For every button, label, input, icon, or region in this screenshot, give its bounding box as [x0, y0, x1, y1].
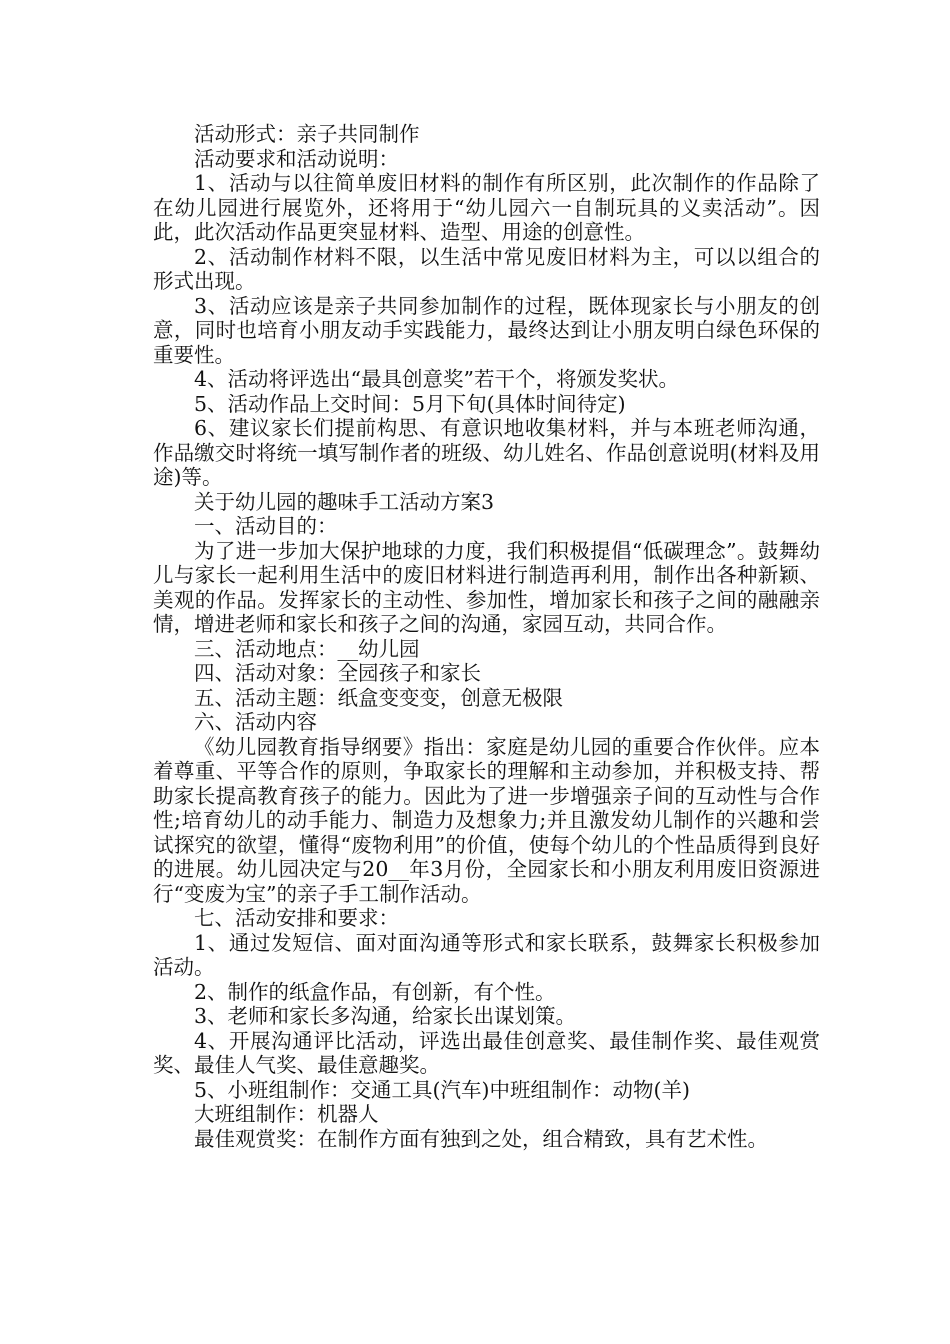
paragraph-requirement-6: 6、建议家长们提前构思、有意识地收集材料，并与本班老师沟通，作品缴交时将统一填写制作者的班级、幼儿姓名、作品创意说明(材料及用途)等。 [153, 416, 820, 489]
paragraph-senior-class: 大班组制作：机器人 [194, 1102, 379, 1126]
paragraph-activity-form: 活动形式：亲子共同制作 [194, 122, 420, 146]
paragraph-arrangement-2: 2、制作的纸盒作品，有创新，有个性。 [194, 979, 556, 1004]
paragraph-requirements-heading: 活动要求和活动说明： [194, 146, 399, 171]
paragraph-arrangement-4: 4、开展沟通评比活动，评选出最佳创意奖、最佳制作奖、最佳观赏奖、最佳人气奖、最佳意趣奖。 [153, 1028, 820, 1077]
heading-arrangements: 七、活动安排和要求： [194, 906, 399, 930]
paragraph-best-viewing-award: 最佳观赏奖：在制作方面有独到之处，组合精致，具有艺术性。 [194, 1126, 768, 1151]
paragraph-requirement-5: 5、活动作品上交时间：5月下旬(具体时间待定) [194, 391, 626, 416]
heading-activity-purpose: 一、活动目的： [194, 514, 338, 538]
document-body [153, 122, 820, 1151]
paragraph-requirement-1: 1、活动与以往简单废旧材料的制作有所区别，此次制作的作品除了在幼儿园进行展览外，还将用于“幼儿园六一自制玩具的义卖活动”。因此，此次活动作品更突显材料、造型、用途的创意性。 [153, 171, 820, 244]
paragraph-requirement-4: 4、活动将评选出“最具创意奖”若干个，将颁发奖状。 [194, 367, 680, 391]
paragraph-requirement-3: 3、活动应该是亲子共同参加制作的过程，既体现家长与小朋友的创意，同时也培育小朋友动手实践能力，最终达到让小朋友明白绿色环保的重要性。 [153, 293, 820, 367]
paragraph-arrangement-1: 1、通过发短信、面对面沟通等形式和家长联系，鼓舞家长积极参加活动。 [153, 930, 820, 979]
section-title-plan-3: 关于幼儿园的趣味手工活动方案3 [194, 489, 495, 514]
heading-activity-content: 六、活动内容 [194, 710, 317, 734]
paragraph-participants: 四、活动对象：全园孩子和家长 [194, 661, 481, 685]
paragraph-requirement-2: 2、活动制作材料不限，以生活中常见废旧材料为主，可以以组合的形式出现。 [153, 244, 820, 293]
paragraph-content: 《幼儿园教育指导纲要》指出：家庭是幼儿园的重要合作伙伴。应本着尊重、平等合作的原则，争取家长的理解和主动参加，并积极支持、帮助家长提高教育孩子的能力。因此为了进一步增强亲子间的互动性与合作性;培育幼儿的动手能力、制造力及想象力;并且激发幼儿制作的兴趣和尝试探究的欲望，懂得“废物利用”的价值，使每个幼儿的个性品质得到良好的进展。幼儿园决定与20__年3月份，全园家长和小朋友利用废旧资源进行“变废为宝”的亲子手工制作活动。 [153, 734, 820, 906]
paragraph-location: 三、活动地点：__幼儿园 [194, 636, 420, 661]
paragraph-theme: 五、活动主题：纸盒变变变，创意无极限 [194, 685, 563, 710]
paragraph-arrangement-5: 5、小班组制作：交通工具(汽车)中班组制作：动物(羊) [194, 1077, 691, 1102]
paragraph-purpose: 为了进一步加大保护地球的力度，我们积极提倡“低碳理念”。鼓舞幼儿与家长一起利用生活中的废旧材料进行制造再利用，制作出各种新颖、美观的作品。发挥家长的主动性、参加性，增加家长和孩子之间的融融亲情，增进老师和家长和孩子之间的沟通，家园互动，共同合作。 [153, 538, 820, 636]
paragraph-arrangement-3: 3、老师和家长多沟通，给家长出谋划策。 [194, 1004, 577, 1028]
